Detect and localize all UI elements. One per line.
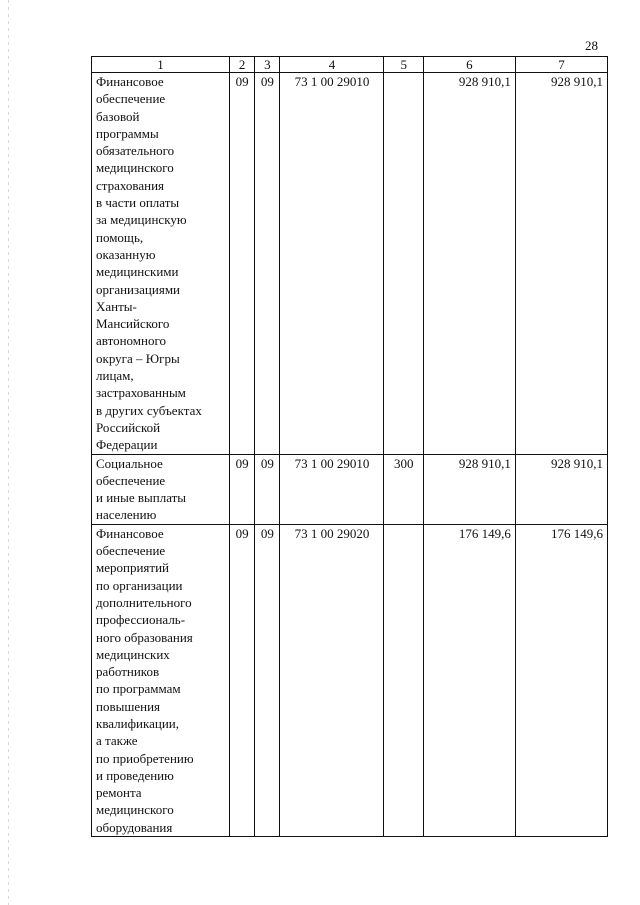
expense-type-cell <box>384 73 423 455</box>
row-name-line: работников <box>96 664 160 680</box>
target-article-cell: 73 1 00 29020 <box>280 524 384 836</box>
row-name-line: Российской <box>96 419 161 435</box>
row-name-line: обеспечение <box>96 543 166 559</box>
row-name-line: Социальное <box>96 455 163 471</box>
row-name-line: по организации <box>96 577 183 593</box>
header-col-1: 1 <box>92 57 230 73</box>
row-name-line: медицинского <box>96 802 174 818</box>
section-code-cell: 09 <box>230 454 255 524</box>
row-name-cell <box>92 524 230 836</box>
row-name-line: ремонта <box>96 785 142 801</box>
row-name-line: округа – Югры <box>96 350 180 366</box>
row-name-line: обеспечение <box>96 472 166 488</box>
budget-table <box>91 56 608 837</box>
row-name-line: населению <box>96 507 157 523</box>
row-name-line: в части оплаты <box>96 195 180 211</box>
row-name-cell <box>92 73 230 455</box>
row-name-cell <box>92 454 230 524</box>
row-name-line: Федерации <box>96 437 158 453</box>
table-row <box>92 524 608 836</box>
row-name-line: автономного <box>96 333 166 349</box>
expense-type-cell <box>384 524 423 836</box>
row-name-line: Финансовое <box>96 74 164 89</box>
table-body <box>92 73 608 837</box>
amount-year1-cell: 928 910,1 <box>423 454 515 524</box>
amount-year2-cell: 928 910,1 <box>515 73 607 455</box>
row-name-line: программы <box>96 125 159 141</box>
expense-type-cell: 300 <box>384 454 423 524</box>
header-col-5: 5 <box>384 57 423 73</box>
row-name-line: лицам, <box>96 368 134 384</box>
row-name-line: и иные выплаты <box>96 490 187 506</box>
row-name-line: по приобретению <box>96 750 194 766</box>
amount-year2-cell: 928 910,1 <box>515 454 607 524</box>
header-row <box>92 57 608 73</box>
row-name-line: а также <box>96 733 138 749</box>
header-col-7: 7 <box>515 57 607 73</box>
page-number: 28 <box>585 38 598 53</box>
row-name-line: в других субъектах <box>96 402 202 418</box>
row-name-line: Ханты- <box>96 298 137 314</box>
header-col-4: 4 <box>280 57 384 73</box>
row-name-line: медицинских <box>96 646 170 662</box>
amount-year2-cell: 176 149,6 <box>515 524 607 836</box>
target-article-cell: 73 1 00 29010 <box>280 454 384 524</box>
header-col-2: 2 <box>230 57 255 73</box>
row-name-line: базовой <box>96 108 140 124</box>
row-name-line: помощь, <box>96 229 144 245</box>
section-code-cell: 09 <box>230 73 255 455</box>
table-row <box>92 454 608 524</box>
row-name-line: застрахованным <box>96 385 186 401</box>
row-name-line: медицинскими <box>96 264 179 280</box>
table-header <box>92 57 608 73</box>
amount-year1-cell: 176 149,6 <box>423 524 515 836</box>
table-row <box>92 73 608 455</box>
subsection-code-cell: 09 <box>255 454 280 524</box>
row-name-line: медицинского <box>96 160 174 176</box>
scan-edge-mark <box>8 0 9 905</box>
row-name-line: Финансовое <box>96 525 164 541</box>
amount-year1-cell: 928 910,1 <box>423 73 515 455</box>
row-name-line: оказанную <box>96 246 156 262</box>
row-name-line: дополнительного <box>96 594 192 610</box>
subsection-code-cell: 09 <box>255 73 280 455</box>
row-name-line: и проведению <box>96 767 174 783</box>
row-name-line: ного образования <box>96 629 193 645</box>
header-col-6: 6 <box>423 57 515 73</box>
row-name-line: квалификации, <box>96 715 180 731</box>
row-name-line: профессиональ- <box>96 612 186 628</box>
section-code-cell: 09 <box>230 524 255 836</box>
header-col-3: 3 <box>255 57 280 73</box>
row-name-line: обязательного <box>96 143 175 159</box>
target-article-cell: 73 1 00 29010 <box>280 73 384 455</box>
row-name-line: мероприятий <box>96 560 169 576</box>
row-name-line: повышения <box>96 698 161 714</box>
row-name-line: обеспечение <box>96 91 166 107</box>
row-name-line: по программам <box>96 681 181 697</box>
row-name-line: Мансийского <box>96 316 170 332</box>
row-name-line: страхования <box>96 177 165 193</box>
row-name-line: за медицинскую <box>96 212 187 228</box>
row-name-line: оборудования <box>96 819 173 835</box>
subsection-code-cell: 09 <box>255 524 280 836</box>
row-name-line: организациями <box>96 281 180 297</box>
